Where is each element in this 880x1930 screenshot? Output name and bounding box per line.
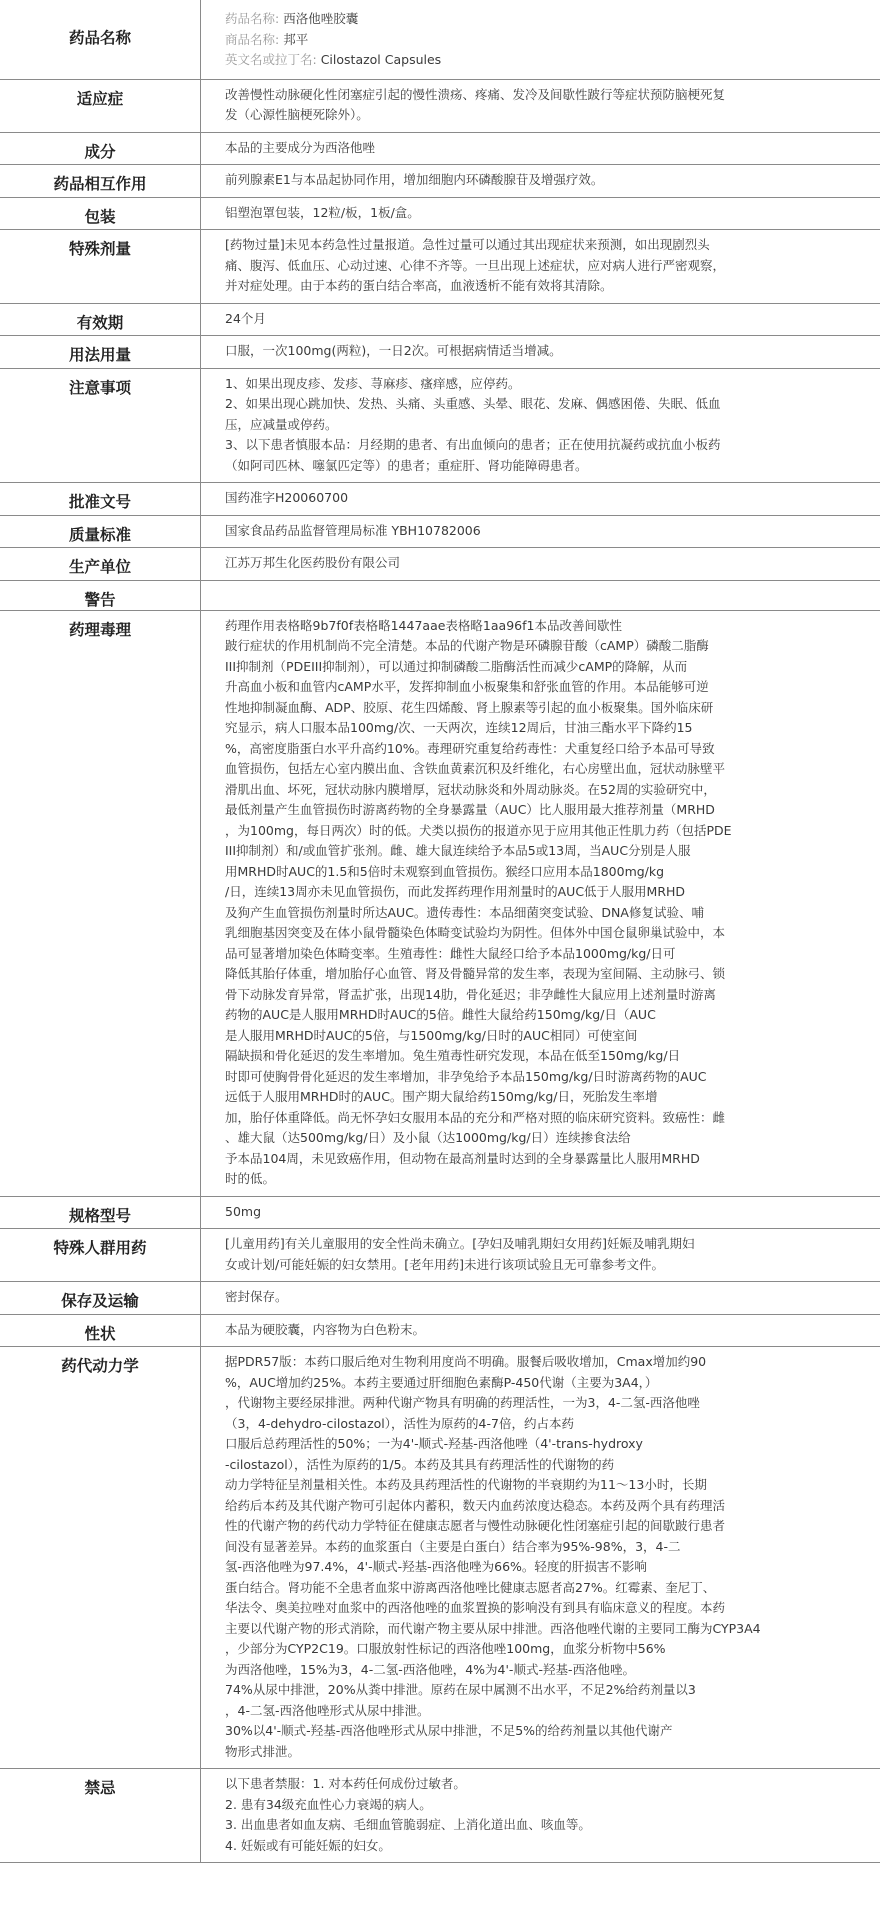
- text-line: 用MRHD时AUC的1.5和5倍时未观察到血管损伤。猴经口应用本品1800mg/kg: [225, 863, 665, 879]
- text-line: 压，应减量或停药。: [225, 416, 338, 432]
- text-line: -cilostazol），活性为原药的1/5。本药及其具有药理活性的代谢物的药: [225, 1456, 615, 1472]
- text-line: 50mg: [225, 1203, 262, 1219]
- text-line: %，AUC增加约25%。本药主要通过肝细胞色素酶P-450代谢（主要为3A4，）: [225, 1374, 658, 1390]
- text-line: [药物过量]未见本药急性过量报道。急性过量可以通过其出现症状来预测，如出现剧烈头: [225, 237, 710, 252]
- text-line: 究显示，病人口服本品100mg/次、一天两次，连续12周后，甘油三酯水平下降约15: [225, 720, 693, 735]
- row-value: [201, 610, 880, 1196]
- text-line: 改善慢性动脉硬化性闭塞症引起的慢性溃疡、疼痛、发冷及间歇性跛行等症状预防脑梗死复: [225, 86, 726, 102]
- text-line: 间没有显著差异。本药的血浆蛋白（主要是白蛋白）结合率为95%-98%，3，4-二: [225, 1538, 681, 1554]
- row-label: 特殊人群用药: [0, 1229, 201, 1282]
- row-precautions: [0, 368, 880, 483]
- text-line: 乳细胞基因突变及在体小鼠骨髓染色体畸变试验均为阴性。但体外中国仓鼠卵巢试验中，本: [225, 925, 726, 940]
- text-line: %，高密度脂蛋白水平升高约10%。毒理研究重复给药毒性：犬重复经口给予本品可导致: [225, 740, 715, 756]
- row-manufacturer: [0, 548, 880, 581]
- text-line: 口服，一次100mg(两粒)，一日2次。可根据病情适当增减。: [225, 343, 562, 358]
- text-line: 远低于人服用MRHD时的AUC。围产期大鼠给药150mg/kg/日，死胎发生率增: [225, 1089, 658, 1104]
- text-line: ，代谢物主要经尿排泄。两种代谢产物具有明确的药理活性，一为3，4-二氢-西洛他唑: [225, 1395, 700, 1410]
- text-line: 江苏万邦生化医药股份有限公司: [225, 555, 401, 570]
- text-line: ，为100mg，每日两次）时的低。犬类以损伤的报道亦见于应用其他正性肌力药（包括PDE: [225, 822, 732, 838]
- row-value: [201, 515, 880, 548]
- row-spec: [0, 1196, 880, 1229]
- text-line: III抑制剂（PDEIII抑制剂），可以通过抑制磷酸二脂酶活性而减少cAMP的降解，从而: [225, 658, 688, 674]
- text-line: 给药后本药及其代谢产物可引起体内蓄积，数天内血药浓度达稳态。本药及两个具有药理活: [225, 1497, 726, 1513]
- row-packaging: [0, 197, 880, 230]
- row-value: [201, 197, 880, 230]
- row-special-groups: [0, 1229, 880, 1282]
- row-label: 包装: [0, 197, 201, 230]
- english-name-label: 英文名或拉丁名:: [225, 52, 317, 67]
- row-value: [201, 368, 880, 483]
- text-line: 前列腺素E1与本品起协同作用，增加细胞内环磷酸腺苷及增强疗效。: [225, 172, 604, 187]
- row-value: [201, 483, 880, 516]
- english-name-value: Cilostazol Capsules: [320, 52, 442, 67]
- text-line: 口服后总药理活性的50%；一为4'-顺式-羟基-西洛他唑（4'-trans-hydroxy: [225, 1436, 643, 1451]
- row-value: [201, 165, 880, 198]
- text-line: 动力学特征呈剂量相关性。本药及具药理活性的代谢物的半衰期约为11～13小时，长期: [225, 1477, 707, 1492]
- text-line: 、雄大鼠（达500mg/kg/日）及小鼠（达1000mg/kg/日）连续掺食法给: [225, 1130, 631, 1145]
- row-value: [201, 1347, 880, 1769]
- row-value: [201, 548, 880, 581]
- text-line: [儿童用药]有关儿童服用的安全性尚未确立。[孕妇及哺乳期妇女用药]妊娠及哺乳期妇: [225, 1236, 695, 1251]
- text-line: III抑制剂）和/或血管扩张剂。雌、雄大鼠连续给予本品5或13周，当AUC分别是人服: [225, 843, 691, 858]
- row-label: 药理毒理: [0, 610, 201, 1196]
- row-label: 保存及运输: [0, 1282, 201, 1315]
- row-value: [201, 580, 880, 610]
- row-overdose: [0, 230, 880, 304]
- row-value: [201, 1229, 880, 1282]
- row-dosage: [0, 336, 880, 369]
- generic-name-value: 西洛他唑胶囊: [283, 11, 359, 26]
- text-line: 降低其胎仔体重，增加胎仔心血管、肾及骨髓异常的发生率，表现为室间隔、主动脉弓、锁: [225, 966, 726, 981]
- text-line: 时即可使胸骨骨化延迟的发生率增加，非孕兔给予本品150mg/kg/日时游离药物的AUC: [225, 1068, 707, 1084]
- text-line: 本品为硬胶囊，内容物为白色粉末。: [225, 1321, 426, 1337]
- row-approval: [0, 483, 880, 516]
- text-line: 隔缺损和骨化延迟的发生率增加。兔生殖毒性研究发现，本品在低至150mg/kg/日: [225, 1048, 681, 1063]
- text-line: 3. 出血患者如血友病、毛细血管脆弱症、上消化道出血、咳血等。: [225, 1817, 591, 1832]
- row-value: [201, 1282, 880, 1315]
- text-line: 铝塑泡罩包装，12粒/板，1板/盒。: [225, 204, 420, 220]
- row-pharmacokinetics: [0, 1347, 880, 1769]
- text-line: 时的低。: [225, 1171, 276, 1186]
- row-toxicology: [0, 610, 880, 1196]
- row-label: 药代动力学: [0, 1347, 201, 1769]
- row-warning: [0, 580, 880, 610]
- text-line: 以下患者禁服：1. 对本药任何成份过敏者。: [225, 1776, 466, 1791]
- generic-name-label: 药品名称:: [225, 11, 280, 26]
- text-line: 性地抑制凝血酶、ADP、胶原、花生四烯酸、肾上腺素等引起的血小板聚集。国外临床研: [225, 699, 714, 715]
- text-line: 密封保存。: [225, 1289, 288, 1304]
- row-label: 规格型号: [0, 1196, 201, 1229]
- row-label: 用法用量: [0, 336, 201, 369]
- text-line: 发（心源性脑梗死除外）。: [225, 107, 369, 122]
- row-validity: [0, 303, 880, 336]
- row-value: [201, 132, 880, 165]
- text-line: 并对症处理。由于本药的蛋白结合率高，血液透析不能有效将其清除。: [225, 278, 613, 293]
- text-line: 为西洛他唑，15%为3，4-二氢-西洛他唑，4%为4'-顺式-羟基-西洛他唑。: [225, 1661, 635, 1677]
- row-label: 批准文号: [0, 483, 201, 516]
- text-line: 性的代谢产物的药代动力学特征在健康志愿者与慢性动脉硬化性闭塞症引起的间歇跛行患者: [225, 1518, 726, 1533]
- text-line: 品可显著增加染色体畸变率。生殖毒性：雌性大鼠经口给予本品1000mg/kg/日可: [225, 945, 676, 961]
- row-value: [201, 303, 880, 336]
- row-value: [201, 336, 880, 369]
- row-label: 禁忌: [0, 1769, 201, 1863]
- text-line: 蛋白结合。肾功能不全患者血浆中游离西洛他唑比健康志愿者高27%。红霉素、奎尼丁、: [225, 1579, 716, 1595]
- text-line: 据PDR57版：本药口服后绝对生物利用度尚不明确。服餐后吸收增加，Cmax增加约90: [225, 1354, 707, 1369]
- row-label: 药品相互作用: [0, 165, 201, 198]
- text-line: 痛、腹泻、低血压、心动过速、心律不齐等。一旦出现上述症状，应对病人进行严密观察，: [225, 257, 726, 273]
- trade-name-label: 商品名称:: [225, 31, 280, 47]
- text-line: 1、如果出现皮疹、发疹、荨麻疹、瘙痒感，应停药。: [225, 375, 521, 391]
- row-storage: [0, 1282, 880, 1315]
- text-line: 华法令、奥美拉唑对血浆中的西洛他唑的血浆置换的影响没有到具有临床意义的程度。本药: [225, 1600, 726, 1615]
- text-line: 予本品104周，未见致癌作用，但动物在最高剂量时达到的全身暴露量比人服用MRHD: [225, 1150, 700, 1166]
- row-label: 适应症: [0, 79, 201, 132]
- text-line: 74%从尿中排泄，20%从粪中排泄。原药在尿中属测不出水平，不足2%给药剂量以3: [225, 1682, 696, 1697]
- row-value: [201, 1314, 880, 1347]
- row-contraindications: [0, 1769, 880, 1863]
- row-label: 有效期: [0, 303, 201, 336]
- text-line: 国家食品药品监督管理局标准 YBH10782006: [225, 522, 481, 538]
- text-line: ，少部分为CYP2C19。口服放射性标记的西洛他唑100mg，血浆分析物中56%: [225, 1641, 666, 1656]
- text-line: 物形式排泄。: [225, 1743, 301, 1759]
- text-line: 升高血小板和血管内cAMP水平，发挥抑制血小板聚集和舒张血管的作用。本品能够可逆: [225, 679, 709, 694]
- row-indication: [0, 79, 880, 132]
- text-line: 氢-西洛他唑为97.4%，4'-顺式-羟基-西洛他唑为66%。轻度的肝损害不影响: [225, 1559, 647, 1574]
- row-value: [201, 1196, 880, 1229]
- text-line: 及狗产生血管损伤剂量时所达AUC。遗传毒性：本品细菌突变试验、DNA修复试验、哺: [225, 904, 704, 920]
- row-ingredients: [0, 132, 880, 165]
- row-value: [201, 230, 880, 304]
- row-label: 药品名称: [0, 0, 201, 79]
- text-line: 4. 妊娠或有可能妊娠的妇女。: [225, 1837, 391, 1853]
- text-line: 女或计划/可能妊娠的妇女禁用。[老年用药]未进行该项试验且无可靠参考文件。: [225, 1256, 664, 1272]
- text-line: 滑肌出血、坏死，冠状动脉内膜增厚，冠状动脉炎和外周动脉炎。在52周的实验研究中，: [225, 781, 716, 797]
- row-label: 生产单位: [0, 548, 201, 581]
- trade-name-value: 邦平: [283, 31, 309, 47]
- text-line: 国药准字H20060700: [225, 490, 349, 505]
- text-line: 3、以下患者慎服本品：月经期的患者、有出血倾向的患者；正在使用抗凝药或抗血小板药: [225, 437, 721, 452]
- text-line: 2. 患有34级充血性心力衰竭的病人。: [225, 1796, 432, 1812]
- text-line: 加，胎仔体重降低。尚无怀孕妇女服用本品的充分和严格对照的临床研究资料。致癌性：雌: [225, 1109, 726, 1125]
- row-standard: [0, 515, 880, 548]
- text-line: 药理作用表格略9b7f0f表格略1447aae表格略1aa96f1本品改善间歇性: [225, 617, 622, 633]
- text-line: 血管损伤，包括左心室内膜出血、含铁血黄素沉积及纤维化，右心房壁出血，冠状动脉壁平: [225, 761, 726, 776]
- row-value: [201, 1769, 880, 1863]
- text-line: 药物的AUC是人服用MRHD时AUC的5倍。雌性大鼠给药150mg/kg/日（AUC: [225, 1007, 656, 1022]
- row-label: 成分: [0, 132, 201, 165]
- text-line: 主要以代谢产物的形式消除，而代谢产物主要从尿中排泄。西洛他唑代谢的主要同工酶为CYP3A4: [225, 1620, 761, 1636]
- row-interactions: [0, 165, 880, 198]
- row-label: 特殊剂量: [0, 230, 201, 304]
- text-line: 最低剂量产生血管损伤时游离药物的全身暴露量（AUC）比人服用最大推荐剂量（MRHD: [225, 802, 715, 817]
- row-value: [201, 0, 880, 79]
- text-line: 是人服用MRHD时AUC的5倍，与1500mg/kg/日时的AUC相同）可使室间: [225, 1027, 638, 1043]
- text-line: ，4-二氢-西洛他唑形式从尿中排泄。: [225, 1702, 430, 1718]
- row-label: 质量标准: [0, 515, 201, 548]
- text-line: /日，连续13周亦未见血管损伤，而此发挥药理作用剂量时的AUC低于人服用MRHD: [225, 884, 686, 899]
- row-label: 警告: [0, 580, 201, 610]
- row-value: [201, 79, 880, 132]
- row-label: 注意事项: [0, 368, 201, 483]
- row-drug-name: [0, 0, 880, 79]
- text-line: 2、如果出现心跳加快、发热、头痛、头重感、头晕、眼花、发麻、偶感困倦、失眠、低血: [225, 396, 721, 411]
- text-line: 骨下动脉发育异常，肾盂扩张，出现14肋，骨化延迟；非孕雌性大鼠应用上述剂量时游离: [225, 986, 716, 1002]
- row-character: [0, 1314, 880, 1347]
- text-line: （如阿司匹林、噻氯匹定等）的患者；重症肝、肾功能障碍患者。: [225, 457, 588, 473]
- row-label: 性状: [0, 1314, 201, 1347]
- text-line: 24个月: [225, 310, 266, 326]
- text-line: 30%以4'-顺式-羟基-西洛他唑形式从尿中排泄，不足5%的给药剂量以其他代谢产: [225, 1723, 673, 1738]
- text-line: 跛行症状的作用机制尚不完全清楚。本品的代谢产物是环磷腺苷酸（cAMP）磷酸二脂酶: [225, 638, 709, 653]
- text-line: 本品的主要成分为西洛他唑: [225, 139, 376, 155]
- text-line: （3，4-dehydro-cilostazol），活性为原药的4-7倍，约占本药: [225, 1415, 574, 1431]
